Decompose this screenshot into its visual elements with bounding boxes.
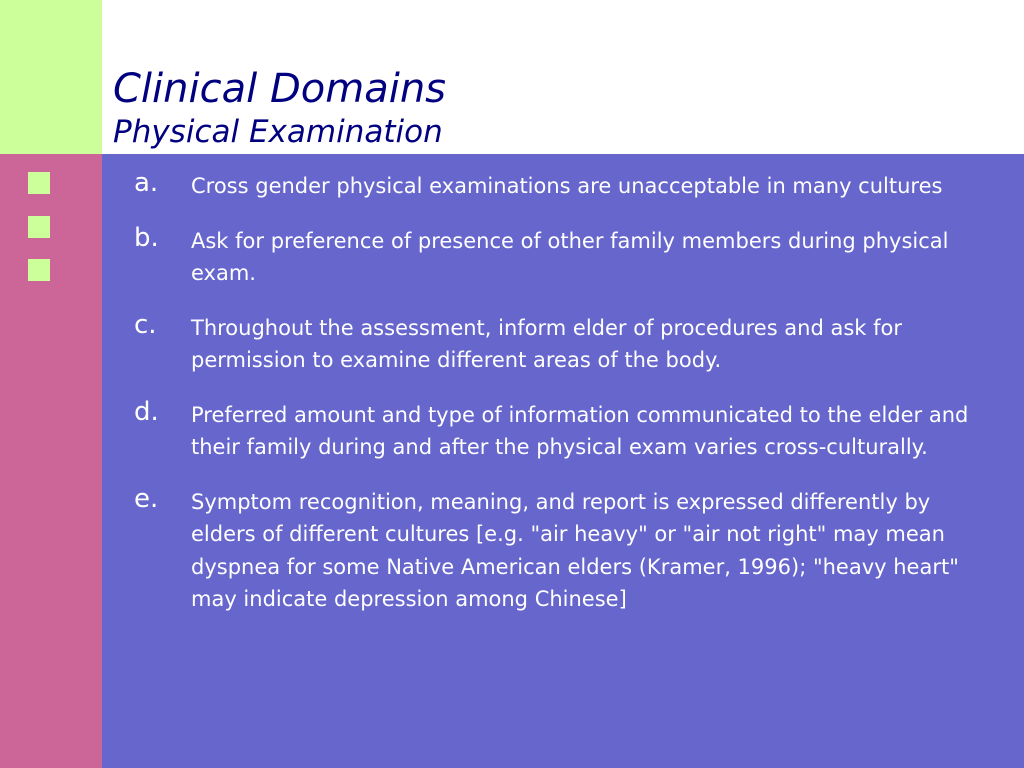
slide-title: Clinical Domains xyxy=(113,66,447,112)
list-marker: e. xyxy=(134,483,159,514)
list-marker: d. xyxy=(134,396,159,427)
list-marker: a. xyxy=(134,168,159,198)
list-item-text: Ask for preference of presence of other family members during physical exam. xyxy=(191,228,949,285)
list-item-e xyxy=(130,483,990,616)
list-item-c xyxy=(130,309,990,377)
list-item-text: Preferred amount and type of information communicated to the elder and their family during and after the physical exam varies cross-culturally. xyxy=(191,402,969,459)
decorative-square-2 xyxy=(28,216,50,238)
left-pink-bar xyxy=(0,154,102,768)
list-item-d xyxy=(130,396,990,464)
title-block xyxy=(113,64,993,150)
list-item-text: Cross gender physical examinations are unacceptable in many cultures xyxy=(191,174,943,198)
bullet-list xyxy=(130,170,990,638)
list-marker: b. xyxy=(134,222,159,253)
list-item-a xyxy=(130,170,990,203)
left-green-bar xyxy=(0,0,102,154)
slide-subtitle: Physical Examination xyxy=(113,114,443,150)
decorative-square-3 xyxy=(28,259,50,281)
list-item-text: Throughout the assessment, inform elder of procedures and ask for permission to examine different areas of the body. xyxy=(191,315,903,372)
list-marker: c. xyxy=(134,309,157,340)
decorative-square-1 xyxy=(28,172,50,194)
list-item-b xyxy=(130,222,990,290)
list-item-text: Symptom recognition, meaning, and report is expressed differently by elders of different cultures [e.g. "air heavy" or "air not right" may mean dyspnea for some Native American elders (Kramer, 1996); "heavy heart" may indicate depression among Chinese] xyxy=(191,489,959,611)
